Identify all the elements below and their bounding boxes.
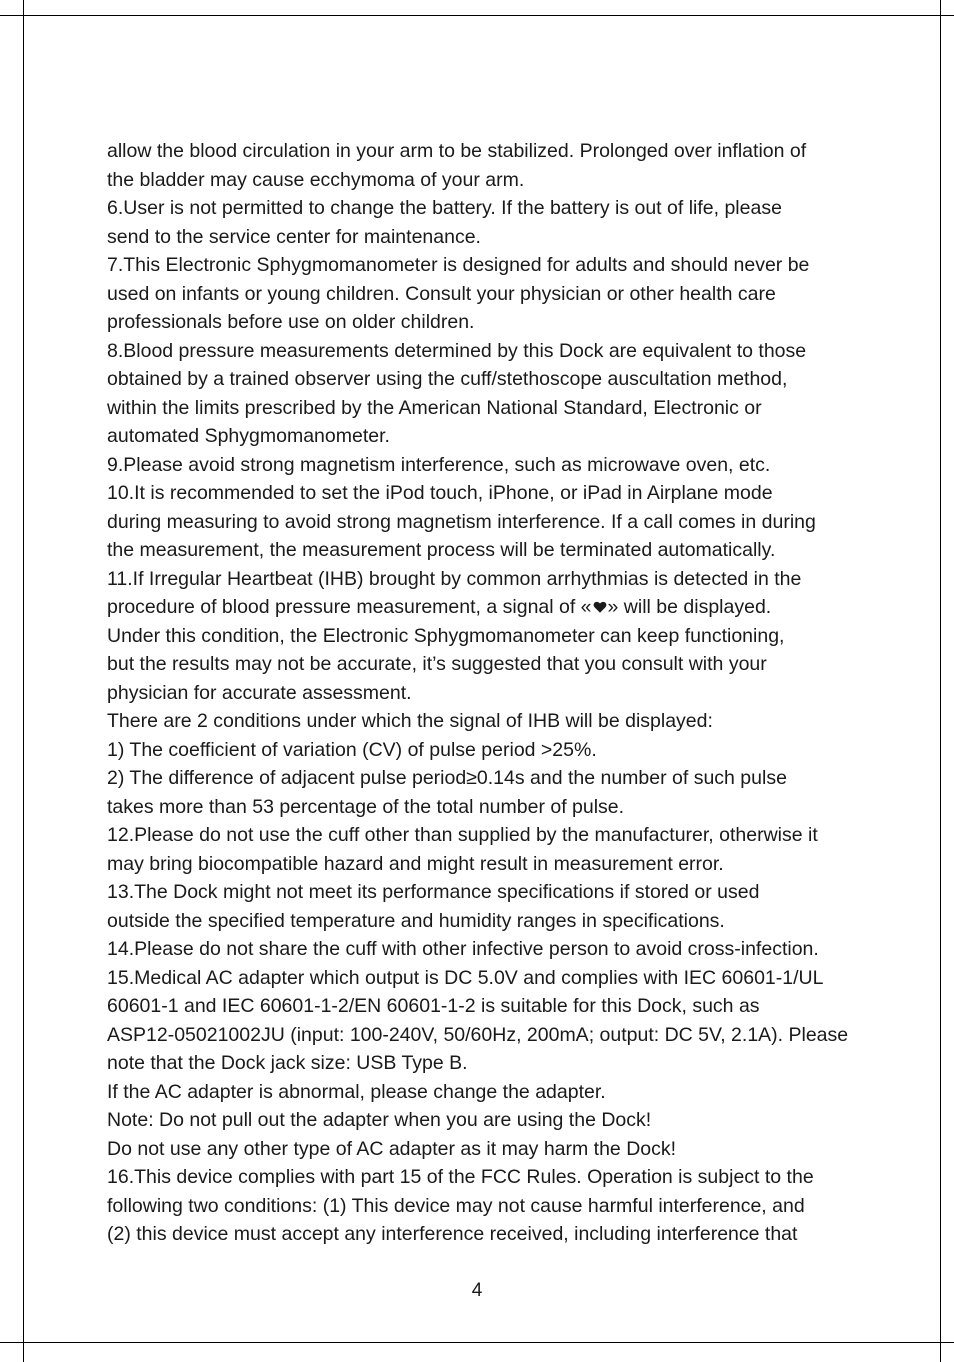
text-line: 2) The difference of adjacent pulse period≥0.14s and the number of such pulse: [107, 767, 787, 789]
ihb-signal-line: [107, 593, 867, 622]
text-line: 1) The coefficient of variation (CV) of pulse period >25%.: [107, 738, 597, 761]
text-line: during measuring to avoid strong magnetism interference. If a call comes in during: [107, 510, 816, 533]
text-line: 6.User is not permitted to change the battery. If the battery is out of life, please: [107, 197, 782, 219]
text-line: used on infants or young children. Consult your physician or other health care: [107, 282, 776, 305]
text-line: If the AC adapter is abnormal, please change the adapter.: [107, 1080, 606, 1103]
text-line: 8.Blood pressure measurements determined by this Dock are equivalent to those: [107, 339, 807, 362]
text-line: 12.Please do not use the cuff other than supplied by the manufacturer, otherwise it: [107, 824, 818, 846]
text-line: 9.Please avoid strong magnetism interference, such as microwave oven, etc.: [107, 453, 771, 476]
page-border-right: [940, 0, 941, 1362]
text-line: ASP12-05021002JU (input: 100-240V, 50/60Hz, 200mA; output: DC 5V, 2.1A). Please: [107, 1023, 849, 1046]
ihb-text-before: procedure of blood pressure measurement, a signal of «: [107, 596, 592, 618]
text-line: note that the Dock jack size: USB Type B.: [107, 1052, 468, 1074]
text-line: 14.Please do not share the cuff with other infective person to avoid cross-infection.: [107, 938, 819, 960]
text-line: send to the service center for maintenance.: [107, 225, 481, 248]
heart-icon: [593, 600, 607, 614]
page-border-left: [23, 0, 24, 1362]
page-border-top: [0, 15, 954, 16]
text-line: Note: Do not pull out the adapter when you are using the Dock!: [107, 1109, 652, 1131]
text-line: within the limits prescribed by the American National Standard, Electronic or: [107, 396, 762, 419]
text-line: 16.This device complies with part 15 of the FCC Rules. Operation is subject to the: [107, 1166, 814, 1188]
text-line: Under this condition, the Electronic Sphygmomanometer can keep functioning,: [107, 624, 785, 647]
text-line: 7.This Electronic Sphygmomanometer is designed for adults and should never be: [107, 254, 810, 276]
text-line: allow the blood circulation in your arm to be stabilized. Prolonged over inflation of: [107, 140, 807, 162]
text-line: the measurement, the measurement process will be terminated automatically.: [107, 539, 776, 561]
text-line: takes more than 53 percentage of the total number of pulse.: [107, 795, 625, 818]
text-line: (2) this device must accept any interference received, including interference that: [107, 1223, 798, 1245]
text-line: There are 2 conditions under which the signal of IHB will be displayed:: [107, 710, 713, 732]
text-line: the bladder may cause ecchymoma of your arm.: [107, 168, 525, 191]
text-line: 10.It is recommended to set the iPod touch, iPhone, or iPad in Airplane mode: [107, 482, 773, 504]
text-line: outside the specified temperature and humidity ranges in specifications.: [107, 909, 725, 932]
text-line: 60601-1 and IEC 60601-1-2/EN 60601-1-2 is suitable for this Dock, such as: [107, 995, 760, 1017]
text-line: 11.If Irregular Heartbeat (IHB) brought by common arrhythmias is detected in the: [107, 567, 802, 590]
text-line: following two conditions: (1) This device may not cause harmful interference, and: [107, 1194, 805, 1217]
text-line: professionals before use on older children.: [107, 311, 475, 333]
text-line: obtained by a trained observer using the cuff/stethoscope auscultation method,: [107, 368, 788, 390]
text-line: automated Sphygmomanometer.: [107, 425, 390, 447]
text-line: may bring biocompatible hazard and might result in measurement error.: [107, 852, 724, 875]
page-number: 4: [471, 1280, 483, 1301]
document-body: [107, 137, 867, 1249]
text-line: 15.Medical AC adapter which output is DC 5.0V and complies with IEC 60601-1/UL: [107, 966, 824, 989]
page-border-bottom: [0, 1342, 954, 1343]
text-line: physician for accurate assessment.: [107, 681, 412, 704]
ihb-text-after: » will be displayed.: [607, 596, 772, 618]
text-line: but the results may not be accurate, it’s suggested that you consult with your: [107, 653, 767, 675]
text-line: 13.The Dock might not meet its performance specifications if stored or used: [107, 881, 760, 903]
text-line: Do not use any other type of AC adapter as it may harm the Dock!: [107, 1137, 677, 1160]
